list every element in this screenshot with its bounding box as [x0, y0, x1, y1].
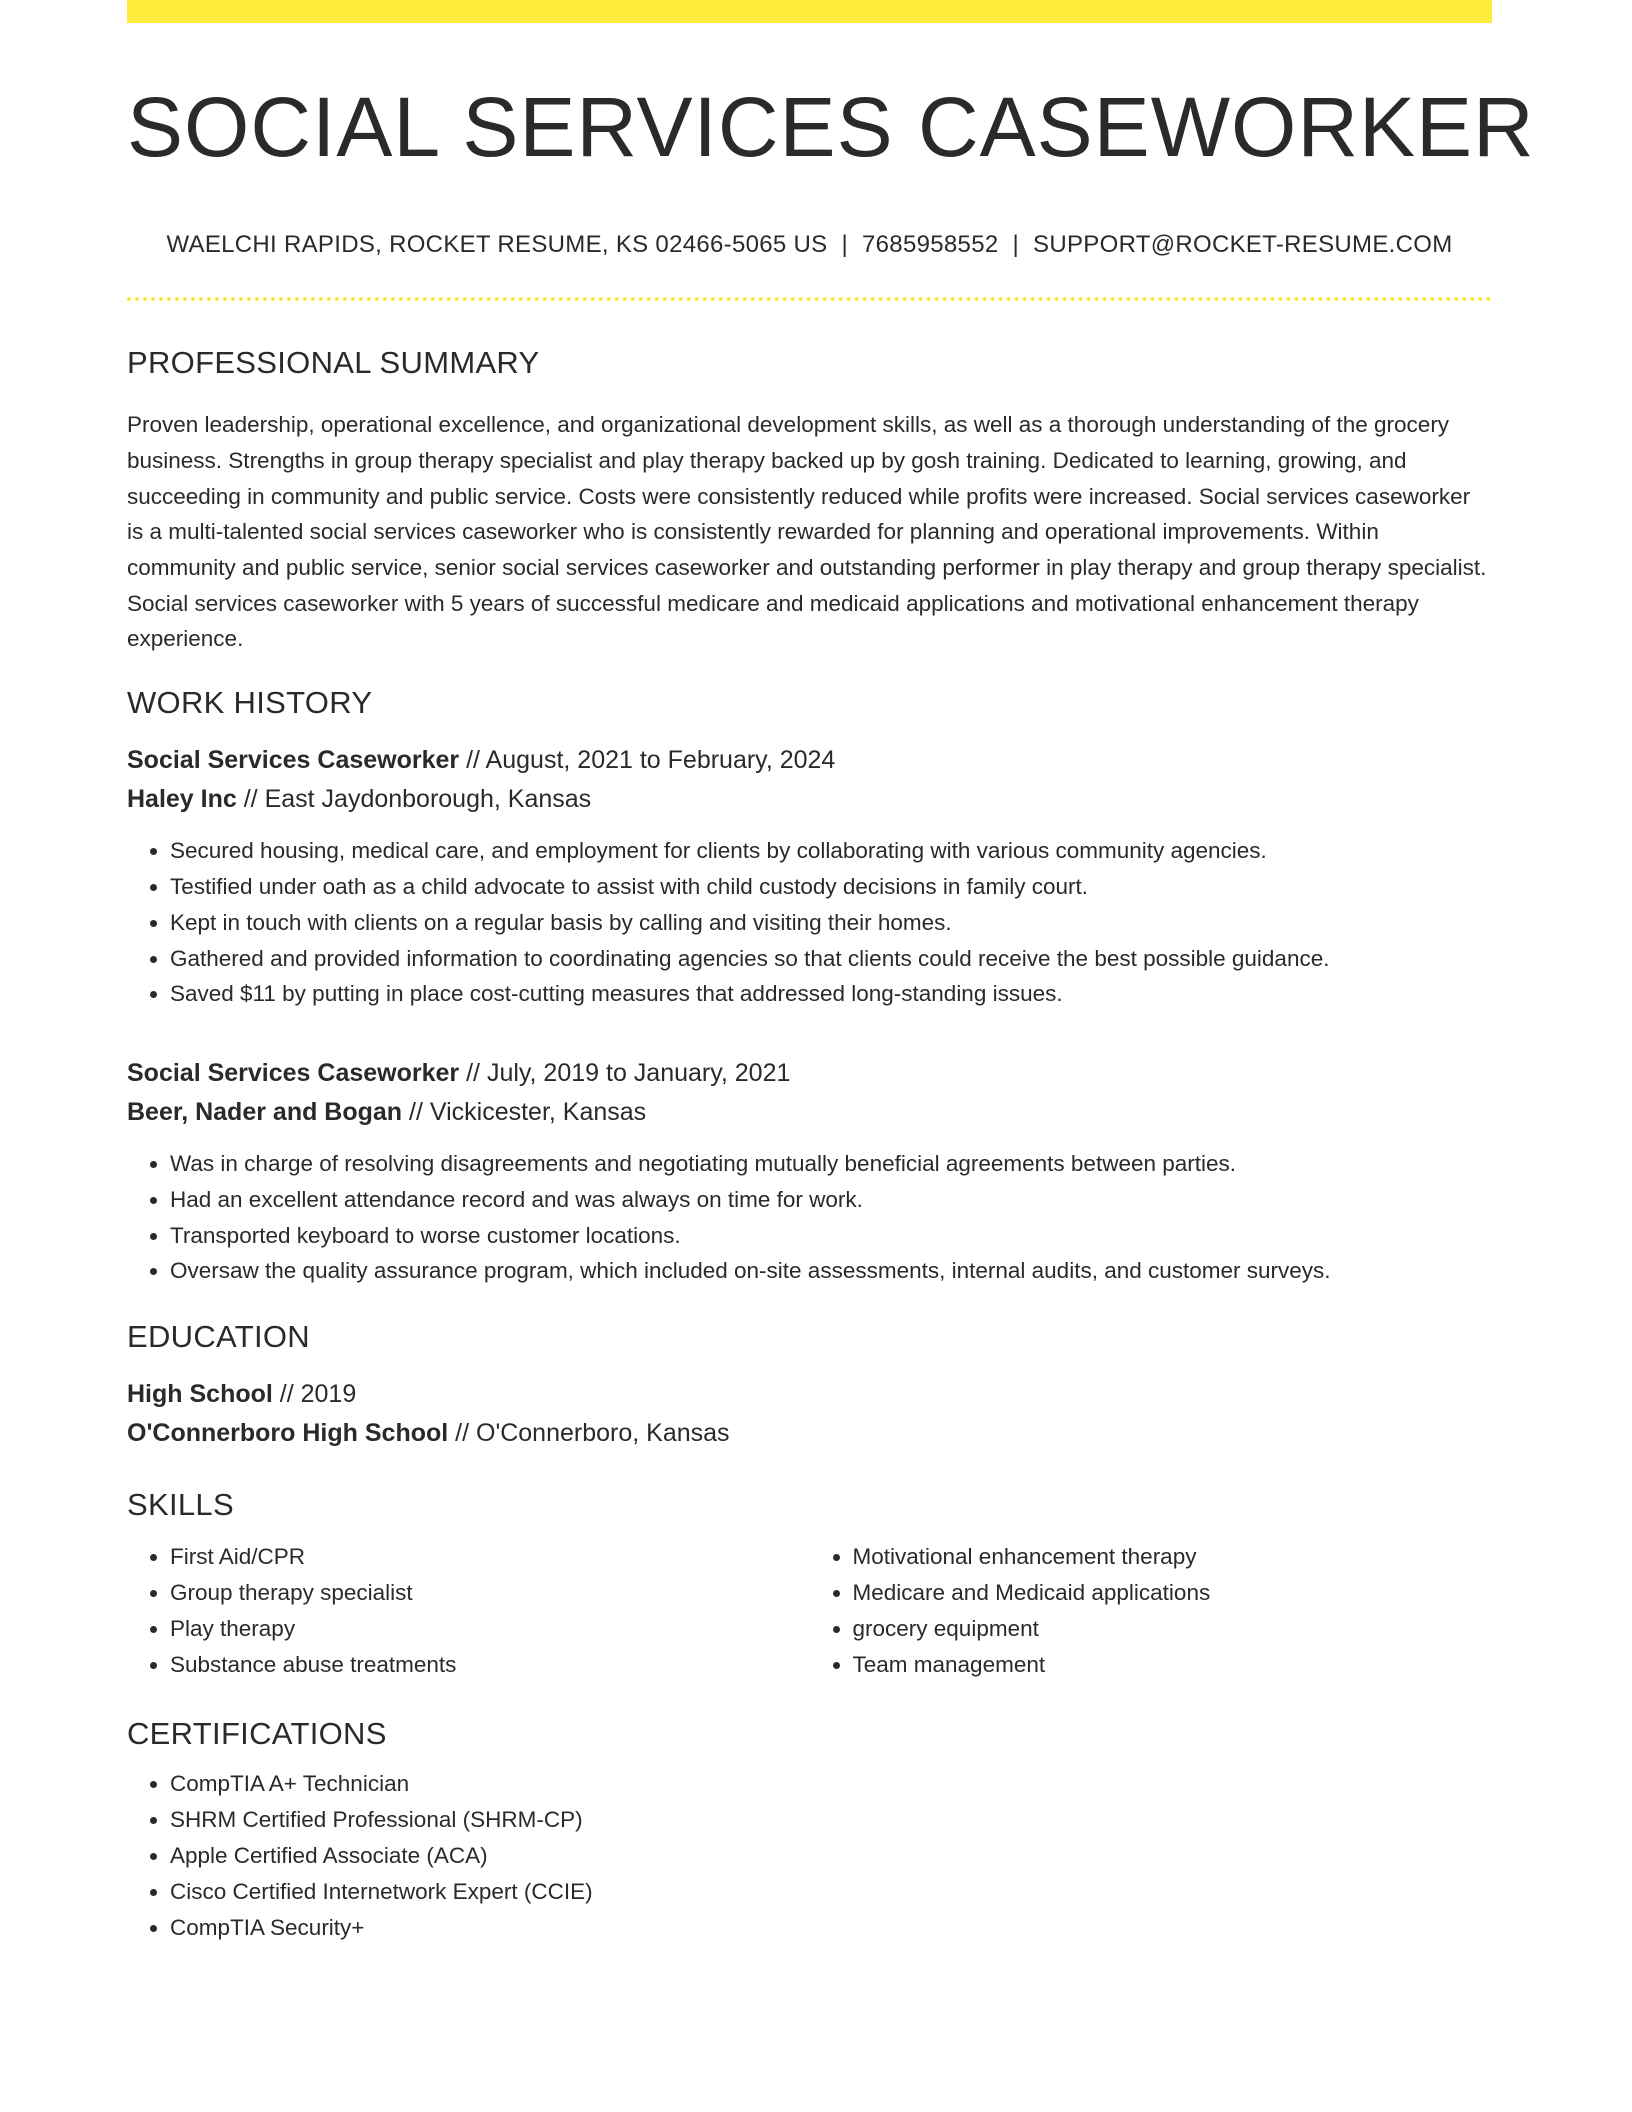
list-item: • CompTIA A+ Technician: [170, 1766, 1492, 1802]
list-item: • Team management: [853, 1647, 1493, 1683]
list-item: • Group therapy specialist: [170, 1575, 810, 1611]
list-item: • Oversaw the quality assurance program, which included on-site assessments, internal audits, and customer surveys.: [170, 1253, 1492, 1289]
header-divider: [127, 297, 1492, 301]
job-dates: // August, 2021 to February, 2024: [459, 746, 836, 775]
contact-phone: 7685958552: [862, 231, 999, 259]
skills-column-left: [127, 1539, 810, 1682]
summary-heading: PROFESSIONAL SUMMARY: [127, 345, 540, 381]
job-location: // East Jaydonborough, Kansas: [236, 785, 592, 814]
list-item: • CompTIA Security+: [170, 1910, 1492, 1946]
job-company: Beer, Nader and Bogan: [127, 1098, 403, 1127]
summary-text: Proven leadership, operational excellence, and organizational development skills, as well as a thorough understanding of the grocery business. Strengths in group therapy specialist and play therapy backed up by gosh training. Dedicated to learning, growing, and succeeding in community and public service. Costs were consistently reduced while profits were increased. Social services caseworker is a multi-talented social services caseworker who is consistently rewarded for planning and operational improvements. Within community and public service, senior social services caseworker and outstanding performer in play therapy and group therapy specialist. Social services caseworker with 5 years of successful medicare and medicaid applications and motivational enhancement therapy experience.: [127, 412, 1487, 652]
list-item: • First Aid/CPR: [170, 1539, 810, 1575]
certifications-list: [127, 1766, 1492, 1945]
job-title-line: [127, 741, 1492, 780]
list-item: • Transported keyboard to worse customer locations.: [170, 1218, 1492, 1254]
work-history-heading: WORK HISTORY: [127, 685, 373, 721]
job-dates: // July, 2019 to January, 2021: [459, 1059, 791, 1088]
job-title-line: [127, 1054, 1492, 1093]
job-role: Social Services Caseworker: [127, 1059, 460, 1088]
resume-name: SOCIAL SERVICES CASEWORKER: [127, 80, 1535, 174]
education-location: // O'Connerboro, Kansas: [448, 1419, 730, 1448]
contact-line: [127, 231, 1492, 259]
job-bullets: [127, 833, 1492, 1012]
resume-page: [127, 0, 1535, 1945]
list-item: • Play therapy: [170, 1611, 810, 1647]
job-header: [127, 741, 1492, 819]
education-school: O'Connerboro High School: [127, 1419, 449, 1448]
list-item: • Secured housing, medical care, and employment for clients by collaborating with various community agencies.: [170, 833, 1492, 869]
list-item: • Testified under oath as a child advocate to assist with child custody decisions in family court.: [170, 869, 1492, 905]
skills-grid: [127, 1539, 1492, 1682]
education-degree: High School: [127, 1380, 273, 1409]
skills-heading: SKILLS: [127, 1487, 234, 1523]
list-item: • Apple Certified Associate (ACA): [170, 1838, 1492, 1874]
job-header: [127, 1054, 1492, 1132]
job-role: Social Services Caseworker: [127, 746, 460, 775]
list-item: • Cisco Certified Internetwork Expert (CCIE): [170, 1874, 1492, 1910]
accent-bar: [127, 0, 1492, 23]
education-school-line: [127, 1414, 1492, 1453]
contact-address: WAELCHI RAPIDS, ROCKET RESUME, KS 02466-5065 US: [166, 231, 828, 259]
contact-separator: |: [1012, 231, 1020, 259]
list-item: • Kept in touch with clients on a regular basis by calling and visiting their homes.: [170, 905, 1492, 941]
job-company-line: [127, 780, 1492, 819]
certifications-heading: CERTIFICATIONS: [127, 1716, 387, 1752]
job-location: // Vickicester, Kansas: [402, 1098, 647, 1127]
list-item: • Saved $11 by putting in place cost-cutting measures that addressed long-standing issues.: [170, 976, 1492, 1012]
education-entry: [127, 1375, 1492, 1453]
skills-column-right: [810, 1539, 1493, 1682]
list-item: • Motivational enhancement therapy: [853, 1539, 1493, 1575]
contact-separator: |: [841, 231, 849, 259]
list-item: • Substance abuse treatments: [170, 1647, 810, 1683]
education-heading: EDUCATION: [127, 1319, 310, 1355]
job-bullets: [127, 1146, 1492, 1289]
education-year: // 2019: [272, 1380, 357, 1409]
list-item: • Was in charge of resolving disagreements and negotiating mutually beneficial agreements between parties.: [170, 1146, 1492, 1182]
list-item: • grocery equipment: [853, 1611, 1493, 1647]
list-item: • Had an excellent attendance record and was always on time for work.: [170, 1182, 1492, 1218]
education-degree-line: [127, 1375, 1492, 1414]
contact-email: SUPPORT@ROCKET-RESUME.COM: [1033, 231, 1453, 259]
list-item: • SHRM Certified Professional (SHRM-CP): [170, 1802, 1492, 1838]
job-company: Haley Inc: [127, 785, 237, 814]
list-item: • Gathered and provided information to coordinating agencies so that clients could receive the best possible guidance.: [170, 941, 1492, 977]
job-company-line: [127, 1093, 1492, 1132]
list-item: • Medicare and Medicaid applications: [853, 1575, 1493, 1611]
